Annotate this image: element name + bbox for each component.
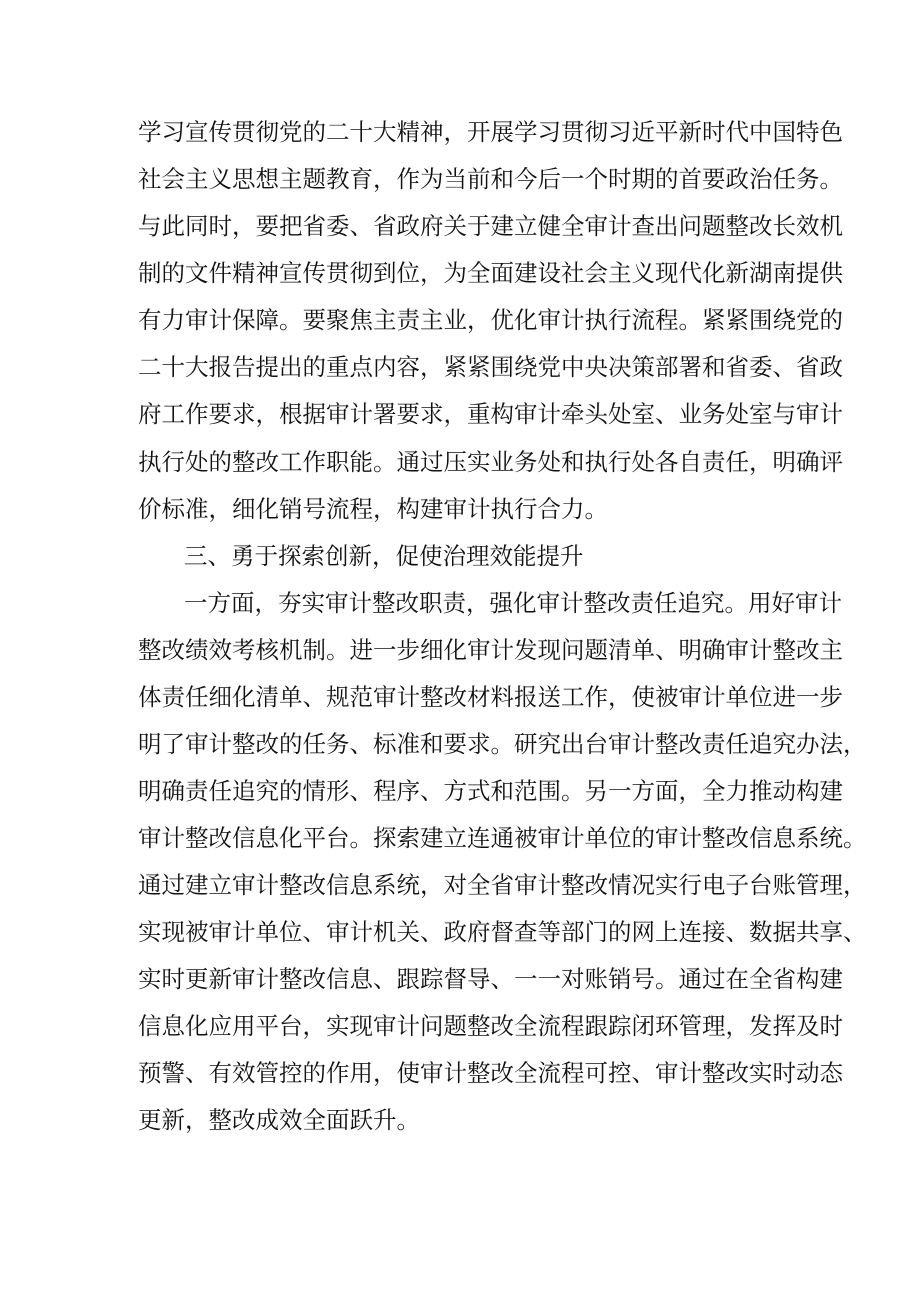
text-line: 价标准，细化销号流程，构建审计执行合力。 bbox=[138, 495, 608, 523]
text-line: 制的文件精神宣传贯彻到位，为全面建设社会主义现代化新湖南提供 bbox=[138, 259, 843, 287]
text-line: 审计整改信息化平台。探索建立连通被审计单位的审计整改信息系统。 bbox=[138, 824, 867, 852]
text-line: 一方面，夯实审计整改职责，强化审计整改责任追究。用好审计 bbox=[184, 589, 842, 617]
text-line: 执行处的整改工作职能。通过压实业务处和执行处各自责任，明确评 bbox=[138, 448, 843, 476]
text-line: 明确责任追究的情形、程序、方式和范围。另一方面，全力推动构建 bbox=[138, 777, 843, 805]
text-line: 通过建立审计整改信息系统，对全省审计整改情况实行电子台账管理， bbox=[138, 871, 867, 899]
section-heading: 三、勇于探索创新，促使治理效能提升 bbox=[184, 542, 584, 570]
text-line: 更新，整改成效全面跃升。 bbox=[138, 1106, 420, 1134]
text-line: 二十大报告提出的重点内容，紧紧围绕党中央决策部署和省委、省政 bbox=[138, 353, 843, 381]
text-line: 信息化应用平台，实现审计问题整改全流程跟踪闭环管理，发挥及时 bbox=[138, 1012, 843, 1040]
text-line: 明了审计整改的任务、标准和要求。研究出台审计整改责任追究办法， bbox=[138, 730, 867, 758]
text-line: 实现被审计单位、审计机关、政府督查等部门的网上连接、数据共享、 bbox=[138, 918, 867, 946]
text-line: 社会主义思想主题教育，作为当前和今后一个时期的首要政治任务。 bbox=[138, 165, 843, 193]
text-line: 实时更新审计整改信息、跟踪督导、一一对账销号。通过在全省构建 bbox=[138, 965, 843, 993]
text-line: 学习宣传贯彻党的二十大精神，开展学习贯彻习近平新时代中国特色 bbox=[138, 118, 843, 146]
text-line: 整改绩效考核机制。进一步细化审计发现问题清单、明确审计整改主 bbox=[138, 636, 843, 664]
text-line: 府工作要求，根据审计署要求，重构审计牵头处室、业务处室与审计 bbox=[138, 400, 843, 428]
text-line: 有力审计保障。要聚焦主责主业，优化审计执行流程。紧紧围绕党的 bbox=[138, 306, 843, 334]
text-line: 体责任细化清单、规范审计整改材料报送工作，使被审计单位进一步 bbox=[138, 683, 843, 711]
text-line: 与此同时，要把省委、省政府关于建立健全审计查出问题整改长效机 bbox=[138, 212, 843, 240]
text-line: 预警、有效管控的作用，使审计整改全流程可控、审计整改实时动态 bbox=[138, 1059, 843, 1087]
